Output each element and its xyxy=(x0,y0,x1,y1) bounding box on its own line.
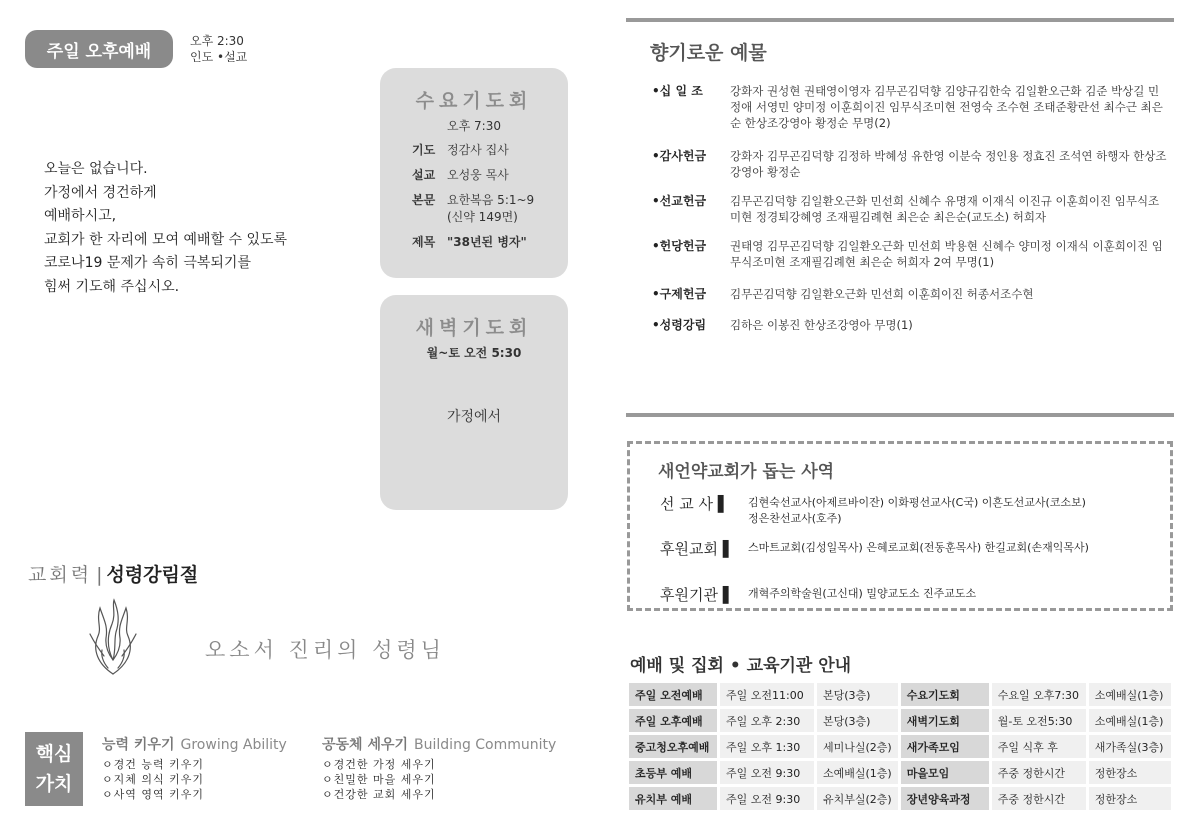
holy-spirit-flame-icon xyxy=(88,598,138,676)
church-calendar-heading xyxy=(28,560,198,587)
table-cell: 수요일 오후7:30 xyxy=(992,683,1086,706)
row-value: 오성웅 목사 xyxy=(447,168,509,182)
mission-label: 후원기관 ▌ xyxy=(660,586,735,604)
mission-names-line: 정은찬선교사(호주) xyxy=(748,512,842,525)
table-cell: 주일 오후예배 xyxy=(629,709,717,732)
mission-label: 선 교 사 ▌ xyxy=(660,495,730,513)
table-cell: 주일 식후 후 xyxy=(992,735,1086,758)
core-values-badge xyxy=(25,732,83,806)
notice-text xyxy=(44,158,287,299)
table-cell: 주일 오전 9:30 xyxy=(720,761,814,784)
row-value: 정감사 집사 xyxy=(447,143,509,157)
table-cell: 월-토 오전5:30 xyxy=(992,709,1086,732)
offering-names: 김무곤김덕향 김일환오근화 민선희 신혜수 유명재 이재식 이진규 이훈희이진 임무식조미현 정경퇴강혜영 조재필김례현 최은순 최은순(교도소) 허희자 xyxy=(730,194,1160,224)
notice-line: 가정에서 경건하게 xyxy=(44,184,157,201)
offering-label: •십 일 조 xyxy=(652,84,703,98)
table-cell: 초등부 예배 xyxy=(629,761,717,784)
row-label: 기도 xyxy=(412,143,436,157)
offering-label: •감사헌금 xyxy=(652,149,707,163)
offering-row xyxy=(652,317,1170,333)
table-row xyxy=(629,709,1171,732)
table-cell: 유치부실(2층) xyxy=(817,787,898,810)
notice-line: 오늘은 없습니다. xyxy=(44,161,148,177)
table-cell: 마을모임 xyxy=(901,761,989,784)
calendar-separator: | xyxy=(96,564,103,586)
table-cell: 새벽기도회 xyxy=(901,709,989,732)
core-value-title-en: Building Community xyxy=(414,737,557,753)
table-cell: 소예배실(1층) xyxy=(1089,683,1171,706)
table-cell: 주일 오후 1:30 xyxy=(720,735,814,758)
core-value-title-ko: 공동체 세우기 xyxy=(322,737,409,753)
mission-row xyxy=(660,493,1086,527)
mission-names-line: 김현숙선교사(아제르바이잔) 이화평선교사(C국) 이흔도선교사(코소보) xyxy=(748,496,1086,509)
table-cell: 주일 오후 2:30 xyxy=(720,709,814,732)
offering-row xyxy=(652,148,1170,180)
sunday-afternoon-info xyxy=(190,33,247,65)
row-label: 본문 xyxy=(412,193,436,207)
offering-row xyxy=(652,286,1170,302)
core-value-group xyxy=(322,734,556,802)
wednesday-time: 오후 7:30 xyxy=(447,119,501,133)
table-row xyxy=(629,735,1171,758)
table-cell: 주일 오전11:00 xyxy=(720,683,814,706)
core-badge-line: 가치 xyxy=(35,773,73,795)
wednesday-title: 수요기도회 xyxy=(415,90,533,112)
mission-names-line: 개혁주의학술원(고신대) 밀양교도소 진주교도소 xyxy=(748,587,977,600)
row-value-sub: (신약 149면) xyxy=(447,210,518,224)
row-label: 제목 xyxy=(412,235,436,249)
notice-line: 코로나19 문제가 속히 극복되기를 xyxy=(44,255,251,271)
dawn-time: 월~토 오전 5:30 xyxy=(426,346,522,360)
offering-label: •헌당헌금 xyxy=(652,239,707,253)
section-divider xyxy=(626,413,1174,417)
table-cell: 중고청오후예배 xyxy=(629,735,717,758)
notice-line: 예배하시고, xyxy=(44,208,117,224)
dawn-place: 가정에서 xyxy=(446,409,502,425)
offerings-title: 향기로운 예물 xyxy=(650,42,767,64)
offering-names: 강화자 김무곤김덕향 김정하 박혜성 유한영 이분숙 정인용 정효진 조석연 하행자 한상조강영아 황정순 xyxy=(730,149,1167,179)
wednesday-row xyxy=(412,142,568,159)
core-value-heading xyxy=(102,734,287,754)
dawn-prayer-box xyxy=(380,295,568,510)
mission-names xyxy=(748,495,1086,527)
mission-names-line: 스마트교회(김성일목사) 은혜로교회(전동훈목사) 한길교회(손재익목사) xyxy=(748,541,1089,554)
notice-line: 교회가 한 자리에 모여 예배할 수 있도록 xyxy=(44,231,288,248)
offering-row xyxy=(652,83,1170,131)
table-cell: 소예배실(1층) xyxy=(1089,709,1171,732)
core-value-heading xyxy=(322,734,556,754)
core-value-group xyxy=(102,734,287,802)
wednesday-row xyxy=(412,192,568,226)
wednesday-row xyxy=(412,234,568,251)
table-row xyxy=(629,683,1171,706)
table-cell: 소예배실(1층) xyxy=(817,761,898,784)
season-motto: 오소서 진리의 성령님 xyxy=(205,638,445,662)
offering-names: 강화자 권성현 권태영이영자 김무곤김덕향 김양규김한숙 김일환오근화 김준 박상길 민정애 서영민 양미정 이훈희이진 임무식조미현 전영숙 조수현 조태준황란선 최수근 최은순 한상조강영아 황정순 무명(2) xyxy=(730,84,1163,130)
table-cell: 주일 오전 9:30 xyxy=(720,787,814,810)
calendar-season: 성령강림절 xyxy=(106,564,199,586)
core-value-title-ko: 능력 키우기 xyxy=(102,737,175,753)
table-cell: 주중 정한시간 xyxy=(992,787,1086,810)
schedule-table xyxy=(626,680,1174,813)
mission-names xyxy=(748,540,1089,559)
offering-row xyxy=(652,238,1170,270)
table-cell: 본당(3층) xyxy=(817,709,898,732)
core-value-item: ㅇ친밀한 마을 세우기 xyxy=(322,773,436,786)
wednesday-prayer-box xyxy=(380,68,568,278)
offering-row xyxy=(652,193,1170,225)
offering-names: 김무곤김덕향 김일환오근화 민선희 이훈희이진 허종서조수현 xyxy=(730,287,1034,301)
table-row xyxy=(629,787,1171,810)
dawn-title: 새벽기도회 xyxy=(415,317,533,339)
mission-names xyxy=(748,586,976,605)
table-cell: 유치부 예배 xyxy=(629,787,717,810)
table-cell: 정한장소 xyxy=(1089,787,1171,810)
table-cell: 새가족모임 xyxy=(901,735,989,758)
mission-label: 후원교회 ▌ xyxy=(660,540,735,558)
sunday-afternoon-leader: 인도 •설교 xyxy=(190,50,248,64)
row-label: 설교 xyxy=(412,168,436,182)
sunday-afternoon-badge: 주일 오후예배 xyxy=(25,30,173,68)
core-value-title-en: Growing Ability xyxy=(180,737,287,753)
offering-names: 김하은 이봉진 한상조강영아 무명(1) xyxy=(730,318,913,332)
notice-line: 힘써 기도해 주십시오. xyxy=(44,278,180,295)
core-value-item: ㅇ경건한 가정 세우기 xyxy=(322,758,436,771)
mission-row xyxy=(660,538,1089,559)
row-value: 요한복음 5:1~9 xyxy=(447,193,535,207)
core-value-item: ㅇ경건 능력 키우기 xyxy=(102,758,205,771)
offering-label: •선교헌금 xyxy=(652,194,707,208)
offering-names: 권태영 김무곤김덕향 김일환오근화 민선희 박용현 신혜수 양미정 이재식 이훈희이진 임무식조미현 조재필김례현 최은순 허희자 2여 무명(1) xyxy=(730,239,1163,269)
table-cell: 수요기도회 xyxy=(901,683,989,706)
core-value-item: ㅇ건강한 교회 세우기 xyxy=(322,788,436,801)
section-divider xyxy=(626,18,1174,22)
calendar-label: 교회력 xyxy=(28,564,93,586)
offering-label: •성령강림 xyxy=(652,318,707,332)
table-cell: 주일 오전예배 xyxy=(629,683,717,706)
table-cell: 정한장소 xyxy=(1089,761,1171,784)
missions-title: 새언약교회가 돕는 사역 xyxy=(658,462,835,482)
core-value-item: ㅇ지체 의식 키우기 xyxy=(102,773,205,786)
table-cell: 장년양육과정 xyxy=(901,787,989,810)
row-value-block xyxy=(447,192,534,226)
table-cell: 주중 정한시간 xyxy=(992,761,1086,784)
mission-row xyxy=(660,584,976,605)
schedule-title: 예배 및 집회 • 교육기관 안내 xyxy=(630,656,852,676)
sunday-afternoon-time: 오후 2:30 xyxy=(190,34,244,48)
row-value: "38년된 병자" xyxy=(447,235,527,249)
table-cell: 새가족실(3층) xyxy=(1089,735,1171,758)
offering-label: •구제헌금 xyxy=(652,287,707,301)
table-row xyxy=(629,761,1171,784)
table-cell: 본당(3층) xyxy=(817,683,898,706)
wednesday-row xyxy=(412,167,568,184)
core-badge-line: 핵심 xyxy=(35,743,73,765)
table-cell: 세미나실(2층) xyxy=(817,735,898,758)
core-value-item: ㅇ사역 영역 키우기 xyxy=(102,788,205,801)
